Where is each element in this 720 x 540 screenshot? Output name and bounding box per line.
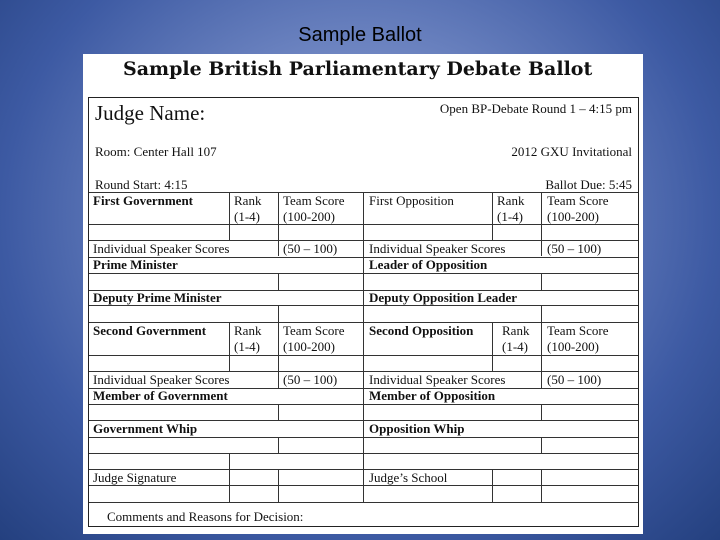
rank-header: Rank [234, 323, 262, 338]
grid-line [492, 192, 493, 240]
speaker-scores-label: Individual Speaker Scores [369, 372, 506, 387]
speaker-scores-label: Individual Speaker Scores [93, 241, 230, 256]
team-score-range: (100-200) [283, 339, 335, 354]
speaker-score-range: (50 – 100) [547, 372, 602, 387]
grid-line [278, 469, 279, 502]
grid-line [363, 192, 364, 502]
grid-line [278, 322, 279, 371]
grid-line [278, 371, 279, 388]
grid-line [278, 437, 279, 453]
rank-range: (1-4) [502, 339, 528, 354]
grid-line [541, 404, 542, 420]
ballot-document [83, 54, 643, 534]
grid-line [541, 322, 542, 371]
grid-line [229, 192, 230, 240]
first-opposition-label: First Opposition [369, 193, 454, 208]
grid-line [541, 192, 542, 240]
team-score-header: Team Score [547, 323, 609, 338]
ballot-title: Sample British Parliamentary Debate Ballot [123, 58, 593, 80]
grid-line [278, 192, 279, 240]
ballot-form [88, 97, 639, 527]
grid-line [541, 469, 542, 502]
comments-label: Comments and Reasons for Decision: [107, 509, 304, 524]
grid-line [492, 469, 493, 502]
judges-school-label: Judge’s School [369, 470, 448, 485]
first-government-label: First Government [93, 193, 194, 208]
tournament-name: 2012 GXU Invitational [511, 144, 632, 159]
grid-line [89, 502, 638, 503]
grid-line [541, 273, 542, 290]
second-government-label: Second Government [93, 323, 207, 338]
rank-header: Rank [234, 193, 262, 208]
team-score-header: Team Score [283, 193, 345, 208]
team-score-header: Team Score [547, 193, 609, 208]
grid-line [541, 240, 542, 256]
member-of-opposition-label: Member of Opposition [369, 388, 496, 403]
rank-header: Rank [502, 323, 530, 338]
speaker-score-range: (50 – 100) [547, 241, 602, 256]
second-opposition-label: Second Opposition [369, 323, 474, 338]
grid-line [229, 453, 230, 502]
grid-line [278, 404, 279, 420]
judge-name-label: Judge Name: [95, 101, 206, 125]
grid-line [278, 305, 279, 322]
team-score-range: (100-200) [547, 339, 599, 354]
speaker-scores-label: Individual Speaker Scores [369, 241, 506, 256]
prime-minister-label: Prime Minister [93, 257, 178, 272]
team-score-header: Team Score [283, 323, 345, 338]
ballot-due: Ballot Due: 5:45 [545, 177, 632, 192]
deputy-opposition-leader-label: Deputy Opposition Leader [369, 290, 518, 305]
grid-line [492, 322, 493, 371]
team-score-range: (100-200) [547, 209, 599, 224]
rank-header: Rank [497, 193, 525, 208]
grid-line [541, 371, 542, 388]
grid-line [541, 305, 542, 322]
opposition-whip-label: Opposition Whip [369, 421, 465, 436]
speaker-score-range: (50 – 100) [283, 241, 338, 256]
member-of-government-label: Member of Government [93, 388, 228, 403]
room-info: Room: Center Hall 107 [95, 144, 217, 159]
round-info: Open BP-Debate Round 1 – 4:15 pm [439, 101, 632, 116]
team-score-range: (100-200) [283, 209, 335, 224]
rank-range: (1-4) [497, 209, 523, 224]
grid-line [229, 322, 230, 371]
rank-range: (1-4) [234, 339, 260, 354]
leader-of-opposition-label: Leader of Opposition [369, 257, 488, 272]
grid-line [541, 437, 542, 453]
round-start: Round Start: 4:15 [95, 177, 188, 192]
government-whip-label: Government Whip [93, 421, 198, 436]
deputy-prime-minister-label: Deputy Prime Minister [93, 290, 222, 305]
slide-title: Sample Ballot [298, 24, 422, 46]
speaker-scores-label: Individual Speaker Scores [93, 372, 230, 387]
judge-signature-label: Judge Signature [93, 470, 177, 485]
grid-line [278, 273, 279, 290]
rank-range: (1-4) [234, 209, 260, 224]
speaker-score-range: (50 – 100) [283, 372, 338, 387]
grid-line [278, 240, 279, 256]
